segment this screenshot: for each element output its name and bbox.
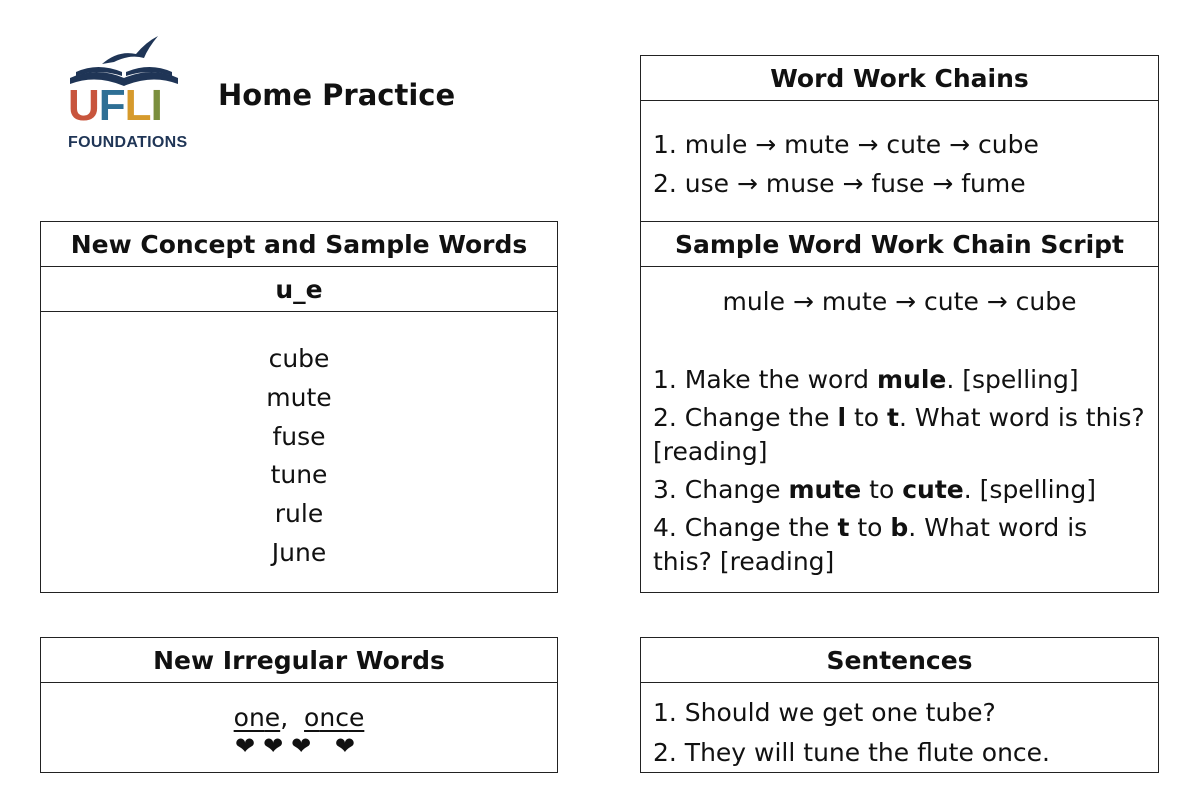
irregular-word-one: one,	[233, 703, 289, 732]
sample-word: fuse	[272, 421, 326, 451]
sentence-item: 2. They will tune the flute once.	[653, 738, 1050, 767]
script-step: 3. Change mute to cute. [spelling]	[653, 475, 1096, 504]
sentences-box	[640, 637, 1159, 773]
heart-icons: ❤❤❤ ❤	[234, 732, 364, 760]
script-header: Sample Word Work Chain Script	[641, 222, 1158, 267]
irregular-words-box	[40, 637, 558, 773]
irregular-word-list	[41, 683, 557, 733]
chain-item: 1. mule → mute → cute → cube	[653, 130, 1039, 159]
sample-word: tune	[270, 460, 328, 490]
chain-script-box	[640, 221, 1159, 593]
sentences-header: Sentences	[641, 638, 1158, 683]
concept-box	[40, 221, 558, 593]
script-step: 2. Change the l to t. What word is this? [reading]	[653, 403, 1145, 466]
script-chain: mule → mute → cute → cube	[722, 287, 1077, 316]
concept-pattern: u_e	[41, 267, 557, 312]
sample-word: June	[271, 537, 327, 567]
sample-word: cube	[268, 344, 330, 373]
irregular-header: New Irregular Words	[41, 638, 557, 683]
sentence-item: 1. Should we get one tube?	[653, 698, 996, 727]
logo-wordmark: UFLI	[68, 81, 162, 130]
concept-header: New Concept and Sample Words	[41, 222, 557, 267]
logo-subtitle: FOUNDATIONS	[68, 134, 188, 151]
irregular-word-once: once	[304, 703, 365, 732]
chains-header: Word Work Chains	[641, 56, 1158, 101]
word-work-chains-box	[640, 55, 1159, 223]
chain-list	[641, 101, 1158, 203]
sample-word: rule	[274, 499, 324, 529]
sentence-list	[641, 683, 1158, 773]
script-step: 1. Make the word mule. [spelling]	[653, 365, 1079, 394]
page-title: Home Practice	[218, 78, 456, 112]
script-step: 4. Change the t to b. What word is this? [reading]	[653, 513, 1088, 576]
sample-word-list	[41, 312, 557, 573]
chain-item: 2. use → muse → fuse → fume	[653, 169, 1026, 198]
sample-word: mute	[266, 382, 332, 412]
script-steps	[641, 317, 1158, 579]
